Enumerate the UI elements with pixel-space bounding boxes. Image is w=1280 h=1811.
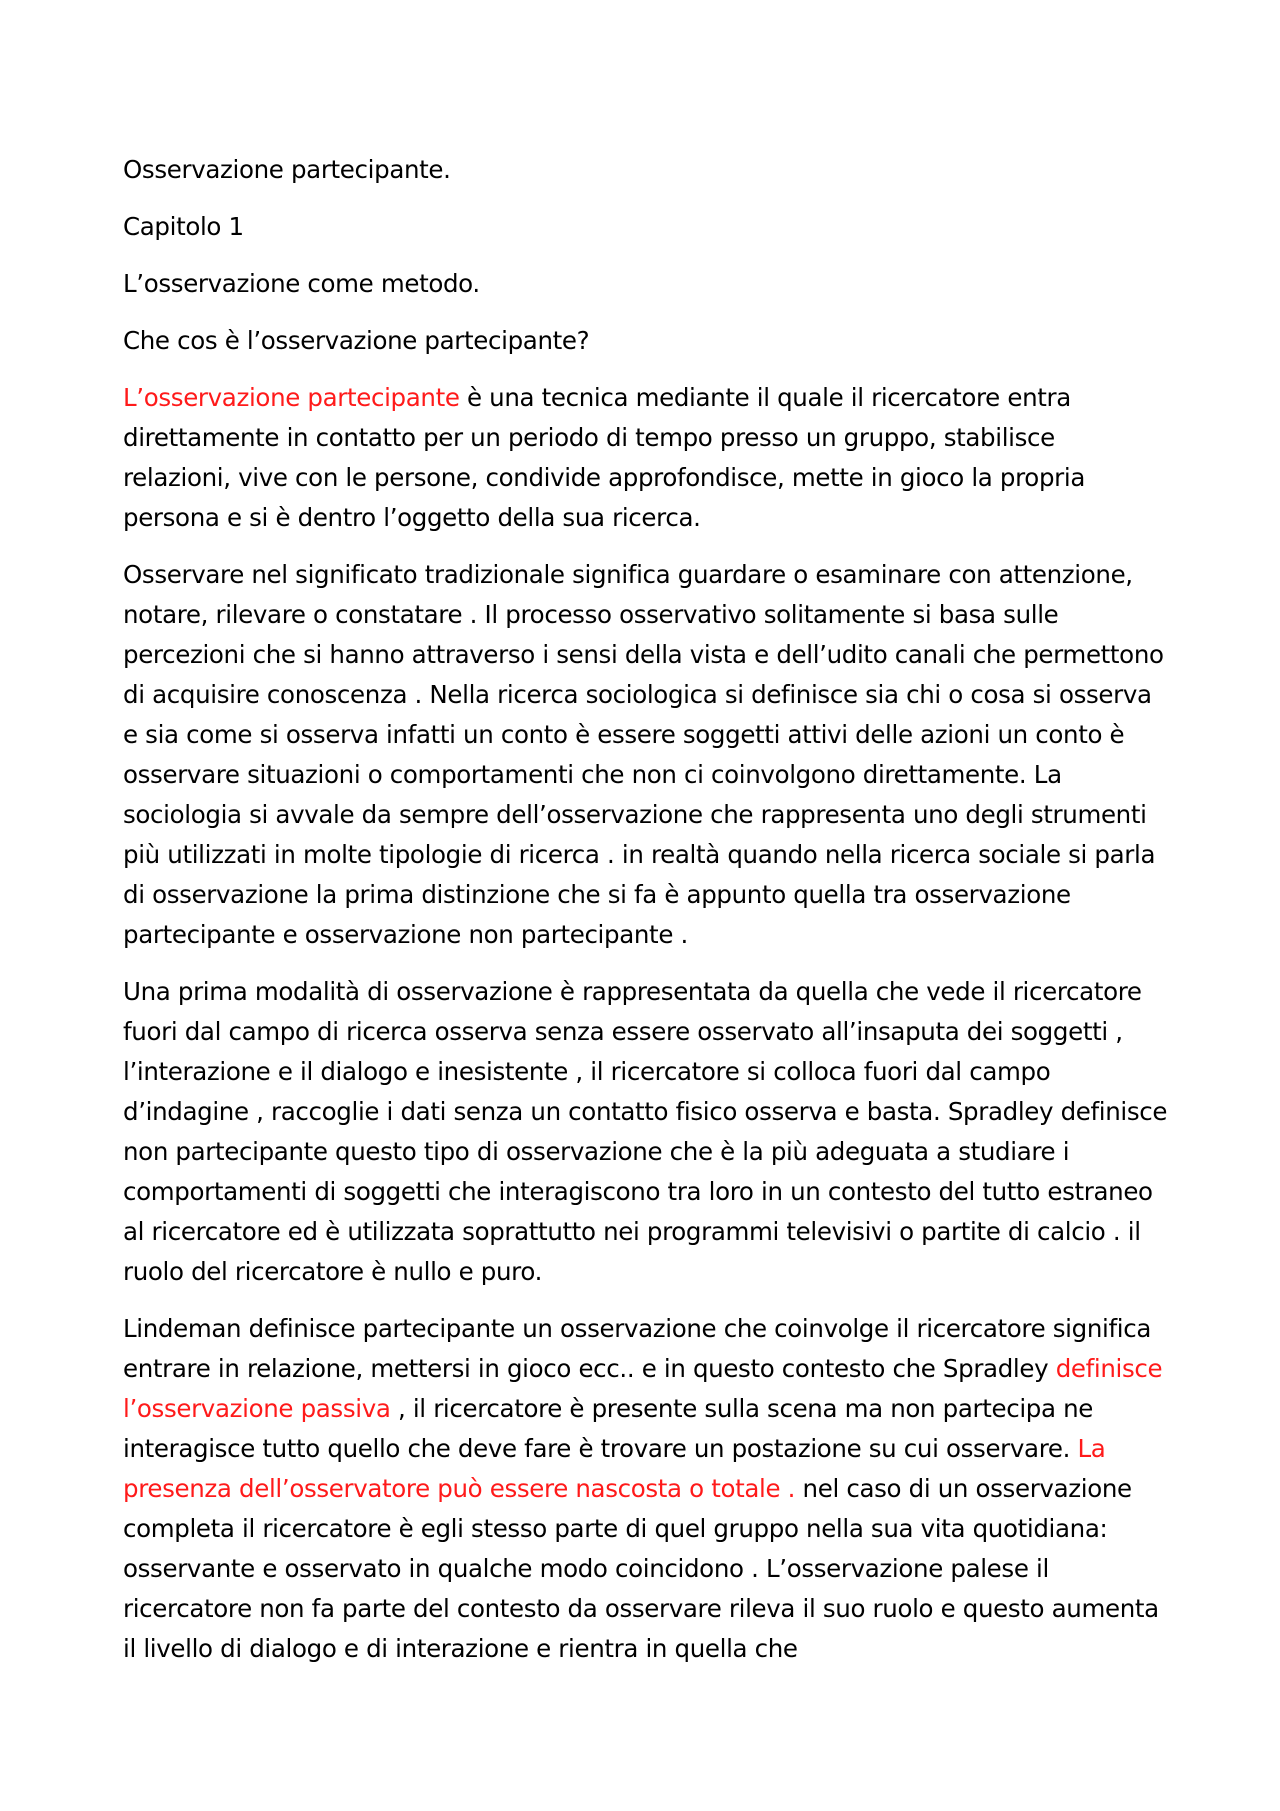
paragraph-4-text-2: , il ricercatore è presente sulla scena ma non partecipa ne interagisce tutto quello che deve fare è trovare un postazione su cui osservare. [123, 1394, 1093, 1463]
paragraph-4 [123, 1309, 1168, 1669]
paragraph-2: Osservare nel significato tradizionale significa guardare o esaminare con attenzione, notare, rilevare o constatare . Il processo osservativo solitamente si basa sulle percezioni che si hanno attraverso i sensi della vista e dell’udito canali che permettono di acquisire conoscenza . Nella ricerca sociologica si definisce sia chi o cosa si osserva e sia come si osserva infatti un conto è essere soggetti attivi delle azioni un conto è osservare situazioni o comportamenti che non ci coinvolgono direttamente. La sociologia si avvale da sempre dell’osservazione che rappresenta uno degli strumenti più utilizzati in molte tipologie di ricerca . in realtà quando nella ricerca sociale si parla di osservazione la prima distinzione che si fa è appunto quella tra osservazione partecipante e osservazione non partecipante . [123, 560, 1164, 949]
paragraph-1 [123, 378, 1168, 538]
paragraph-4-text-1: Lindeman definisce partecipante un osservazione che coinvolge il ricercatore significa entrare in relazione, mettersi in gioco ecc.. e in questo contesto che Spradley [123, 1314, 1151, 1383]
document-title: Osservazione partecipante. [123, 155, 451, 184]
question-heading: Che cos è l’osservazione partecipante? [123, 326, 590, 355]
paragraph-4-text-3: nel caso di un osservazione completa il ricercatore è egli stesso parte di quel gruppo nella sua vita quotidiana: osservante e osservato in qualche modo coincidono . L’osservazione palese il ricercatore non fa parte del contesto da osservare rileva il suo ruolo e questo aumenta il livello di dialogo e di interazione e rientra in quella che [123, 1474, 1159, 1663]
highlight-observer-presence: La presenza dell’osservatore può essere nascosta o totale . [123, 1434, 1106, 1503]
chapter-heading: Capitolo 1 [123, 212, 244, 241]
paragraph-3: Una prima modalità di osservazione è rappresentata da quella che vede il ricercatore fuori dal campo di ricerca osserva senza essere osservato all’insaputa dei soggetti , l’interazione e il dialogo e inesistente , il ricercatore si colloca fuori dal campo d’indagine , raccoglie i dati senza un contatto fisico osserva e basta. Spradley definisce non partecipante questo tipo di osservazione che è la più adeguata a studiare i comportamenti di soggetti che interagiscono tra loro in un contesto del tutto estraneo al ricercatore ed è utilizzata soprattutto nei programmi televisivi o partite di calcio . il ruolo del ricercatore è nullo e puro. [123, 977, 1168, 1286]
highlight-passive-observation: definisce l’osservazione passiva [123, 1354, 1163, 1423]
highlight-term: L’osservazione partecipante [123, 383, 460, 412]
section-heading: L’osservazione come metodo. [123, 269, 480, 298]
paragraph-1-text: è una tecnica mediante il quale il ricercatore entra direttamente in contatto per un periodo di tempo presso un gruppo, stabilisce relazioni, vive con le persone, condivide approfondisce, mette in gioco la propria persona e si è dentro l’oggetto della sua ricerca. [123, 383, 1085, 532]
document-body [123, 150, 1168, 1686]
